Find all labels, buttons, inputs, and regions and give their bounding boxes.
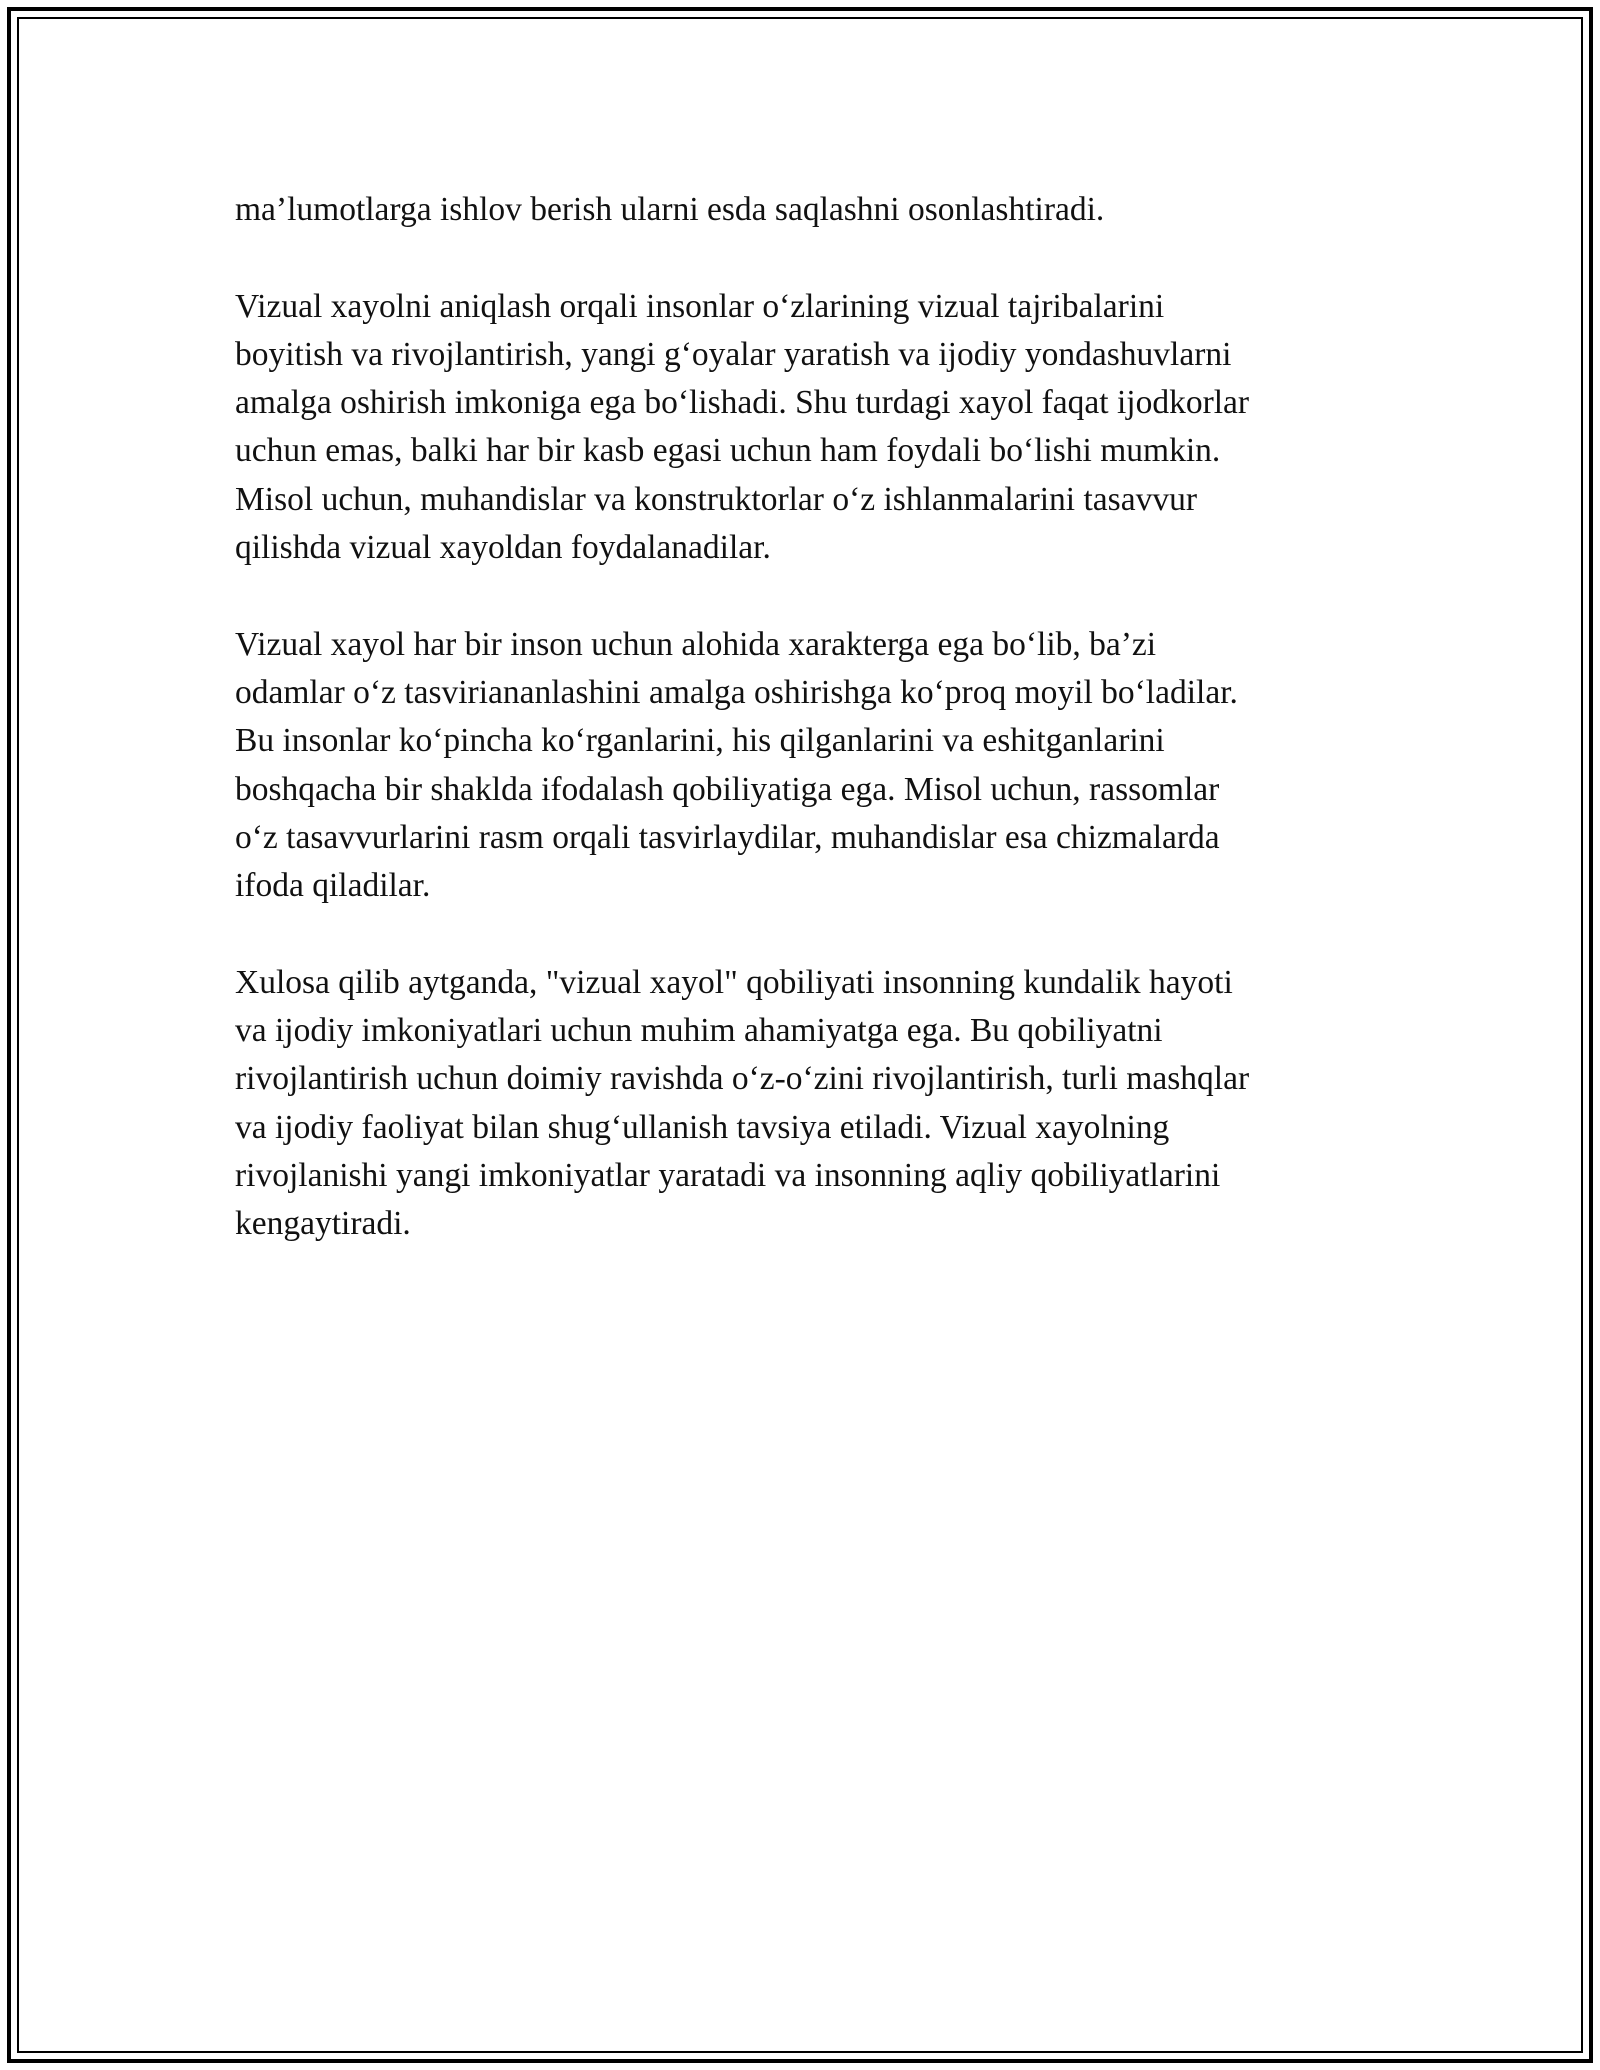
text-line: Xulosa qilib aytganda, "vizual xayol" qobiliyati insonning kundalik hayoti — [235, 963, 1233, 1001]
paragraph-2 — [235, 283, 1365, 573]
text-line: uchun emas, balki har bir kasb egasi uchun ham foydali bo‘lishi mumkin. — [235, 432, 1221, 470]
text-line: qilishda vizual xayoldan foydalanadilar. — [235, 529, 771, 567]
text-line: rivojlantirish uchun doimiy ravishda o‘z-o‘zini rivojlantirish, turli mashqlar — [235, 1060, 1250, 1098]
paragraph-4 — [235, 959, 1365, 1249]
text-line: odamlar o‘z tasvirianan​lashini amalga oshirishga ko‘proq moyil bo‘ladilar. — [235, 673, 1238, 711]
text-line: Vizual xayolni aniqlash orqali insonlar o‘zlarining vizual tajribalarini — [235, 287, 1165, 325]
text-line: va ijodiy imkoniyatlari uchun muhim ahamiyatga ega. Bu qobiliyatni — [235, 1012, 1163, 1050]
text-line: Bu insonlar ko‘pincha ko‘rganlarini, his qilganlarini va eshitganlarini — [235, 722, 1165, 760]
paragraph-1 — [235, 186, 1365, 234]
text-line: boyitish va rivojlantirish, yangi g‘oyalar yaratish va ijodiy yondashuvlarni — [235, 335, 1232, 373]
text-line: rivojlanishi yangi imkoniyatlar yaratadi va insonning aqliy qobiliyatlarini — [235, 1156, 1221, 1194]
text-line: va ijodiy faoliyat bilan shug‘ullanish tavsiya etiladi. Vizual xayolning — [235, 1108, 1170, 1146]
text-line: Misol uchun, muhandislar va konstruktorlar o‘z ishlanmalarini tasavvur — [235, 480, 1197, 518]
text-line: amalga oshirish imkoniga ega bo‘lishadi. Shu turdagi xayol faqat ijodkorlar — [235, 384, 1250, 422]
text-line: o‘z tasavvurlarini rasm orqali tasvirlaydilar, muhandislar esa chizmalarda — [235, 818, 1220, 856]
document-body — [235, 186, 1365, 1297]
text-line: ma’lumotlarga ishlov berish ularni esda saqlashni osonlashtiradi. — [235, 191, 1105, 228]
text-line: kengaytiradi. — [235, 1205, 411, 1243]
text-line: ifoda qiladilar. — [235, 867, 431, 905]
text-line: Vizual xayol har bir inson uchun alohida xarakterga ega bo‘lib, ba’zi — [235, 625, 1157, 663]
text-line: boshqacha bir shaklda ifodalash qobiliyatiga ega. Misol uchun, rassomlar — [235, 770, 1220, 808]
paragraph-3 — [235, 621, 1365, 911]
